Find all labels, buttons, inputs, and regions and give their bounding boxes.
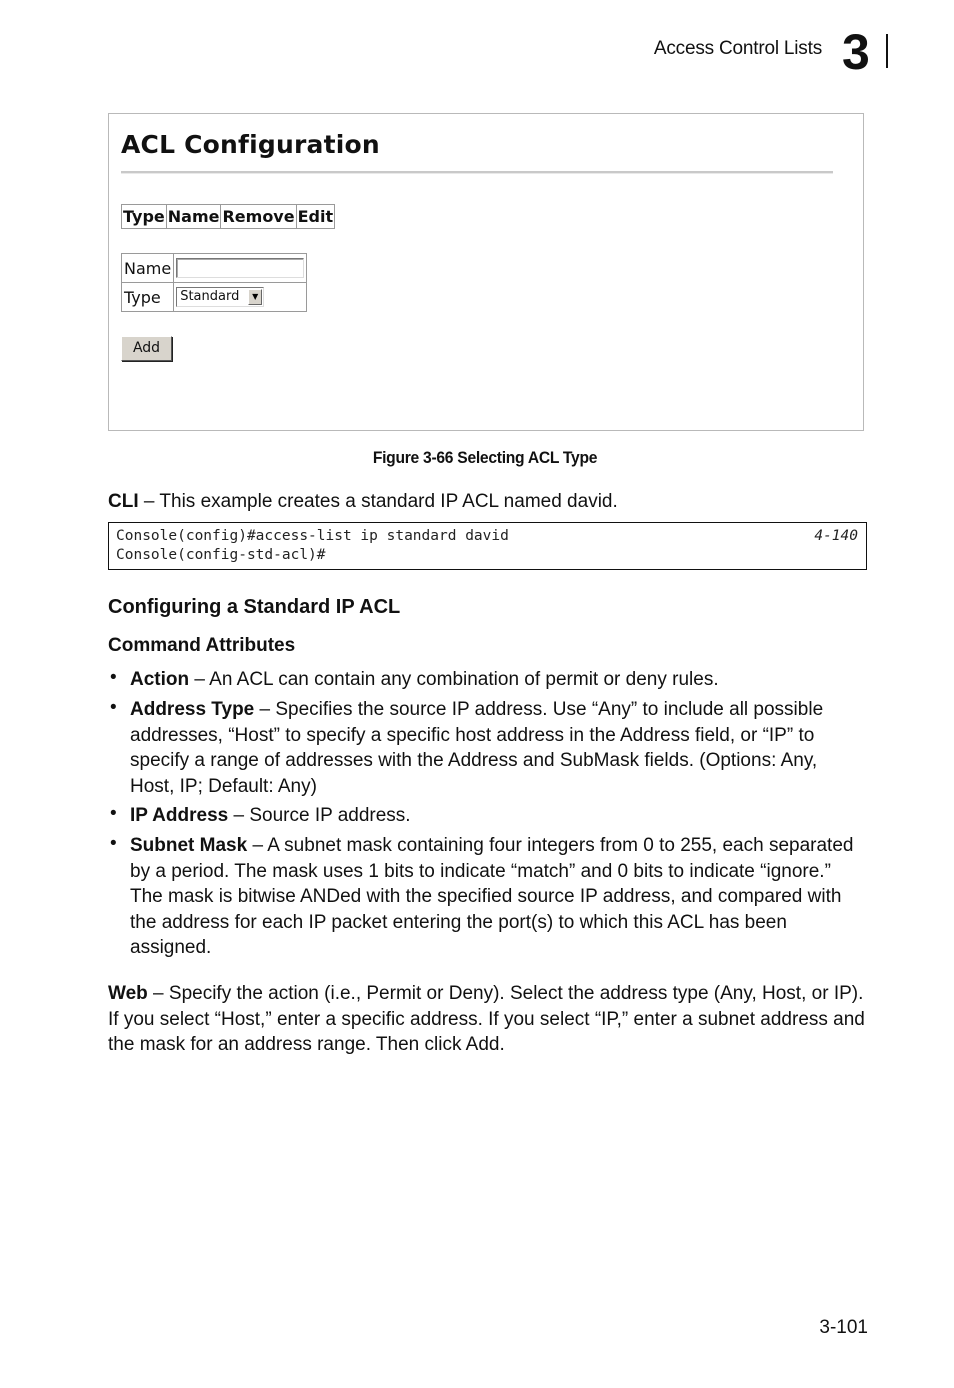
column-header-remove: Remove — [221, 205, 296, 229]
table-header-row — [122, 205, 335, 229]
type-label: Type — [122, 283, 174, 312]
web-lead: Web — [108, 983, 148, 1004]
name-label: Name — [122, 254, 174, 283]
attribute-term: IP Address — [130, 805, 229, 826]
header-divider — [886, 34, 888, 68]
figure-caption: Figure 3-66 Selecting ACL Type — [372, 448, 598, 467]
subheading: Command Attributes — [108, 635, 296, 656]
add-acl-form — [121, 253, 307, 312]
attribute-desc: – Source IP address. — [228, 805, 411, 826]
chapter-number: 3 — [842, 24, 870, 80]
web-text: – Specify the action (i.e., Permit or Deny). Select the address type (Any, Host, or IP). If you select “Host,” enter a specific address. If you select “IP,” enter a subnet address and the mask for an address range. Then click Add. — [108, 983, 865, 1055]
cli-intro — [108, 489, 618, 515]
attribute-term: Subnet Mask — [130, 835, 248, 856]
attribute-desc: – Specifies the source IP address. Use “Any” to include all possible addresses, “Host” to specify a specific host address in the Address field, or “IP” to specify a range of addresses with the Address and SubMask fields. (Options: Any, Host, IP; Default: Any) — [130, 699, 824, 797]
acl-configuration-screenshot — [108, 113, 864, 431]
attribute-term: Address Type — [130, 699, 255, 720]
attribute-term: Action — [130, 669, 190, 690]
column-header-type: Type — [122, 205, 167, 229]
attribute-desc: – An ACL can contain any combination of permit or deny rules. — [189, 669, 719, 690]
panel-title: ACL Configuration — [121, 130, 380, 159]
command-reference: 4-140 — [814, 528, 858, 544]
code-line: Console(config)#access-list ip standard david — [116, 528, 509, 544]
web-instructions — [108, 981, 868, 1058]
type-select[interactable] — [176, 287, 264, 307]
cli-lead: CLI — [108, 491, 139, 512]
bullet-dot: • — [110, 833, 117, 854]
cli-text: – This example creates a standard IP ACL named david. — [138, 491, 618, 512]
bullet-dot: • — [110, 803, 117, 824]
name-input[interactable] — [176, 258, 304, 278]
bullet-dot: • — [110, 697, 117, 718]
title-divider — [121, 171, 833, 174]
code-line: Console(config-std-acl)# — [116, 547, 326, 563]
type-select-value: Standard — [180, 289, 240, 305]
page-number: 3-101 — [819, 1317, 868, 1338]
form-row-name — [122, 254, 307, 283]
form-row-type — [122, 283, 307, 312]
running-header: Access Control Lists — [653, 38, 822, 59]
add-button[interactable]: Add — [121, 336, 172, 361]
column-header-name: Name — [166, 205, 221, 229]
attribute-desc: – A subnet mask containing four integers from 0 to 255, each separated by a period. The mask uses 1 bits to indicate “match” and 0 bits to indicate “ignore.” The mask is bitwise ANDed with the specified source IP address, and compared with the address for each IP packet entering the port(s) to which this ACL has been assigned. — [130, 835, 854, 958]
column-header-edit: Edit — [296, 205, 335, 229]
bullet-dot: • — [110, 667, 117, 688]
section-heading: Configuring a Standard IP ACL — [108, 596, 401, 618]
cli-code-block — [108, 522, 867, 570]
acl-list-table — [121, 204, 335, 229]
chevron-down-icon[interactable]: ▼ — [248, 289, 262, 305]
